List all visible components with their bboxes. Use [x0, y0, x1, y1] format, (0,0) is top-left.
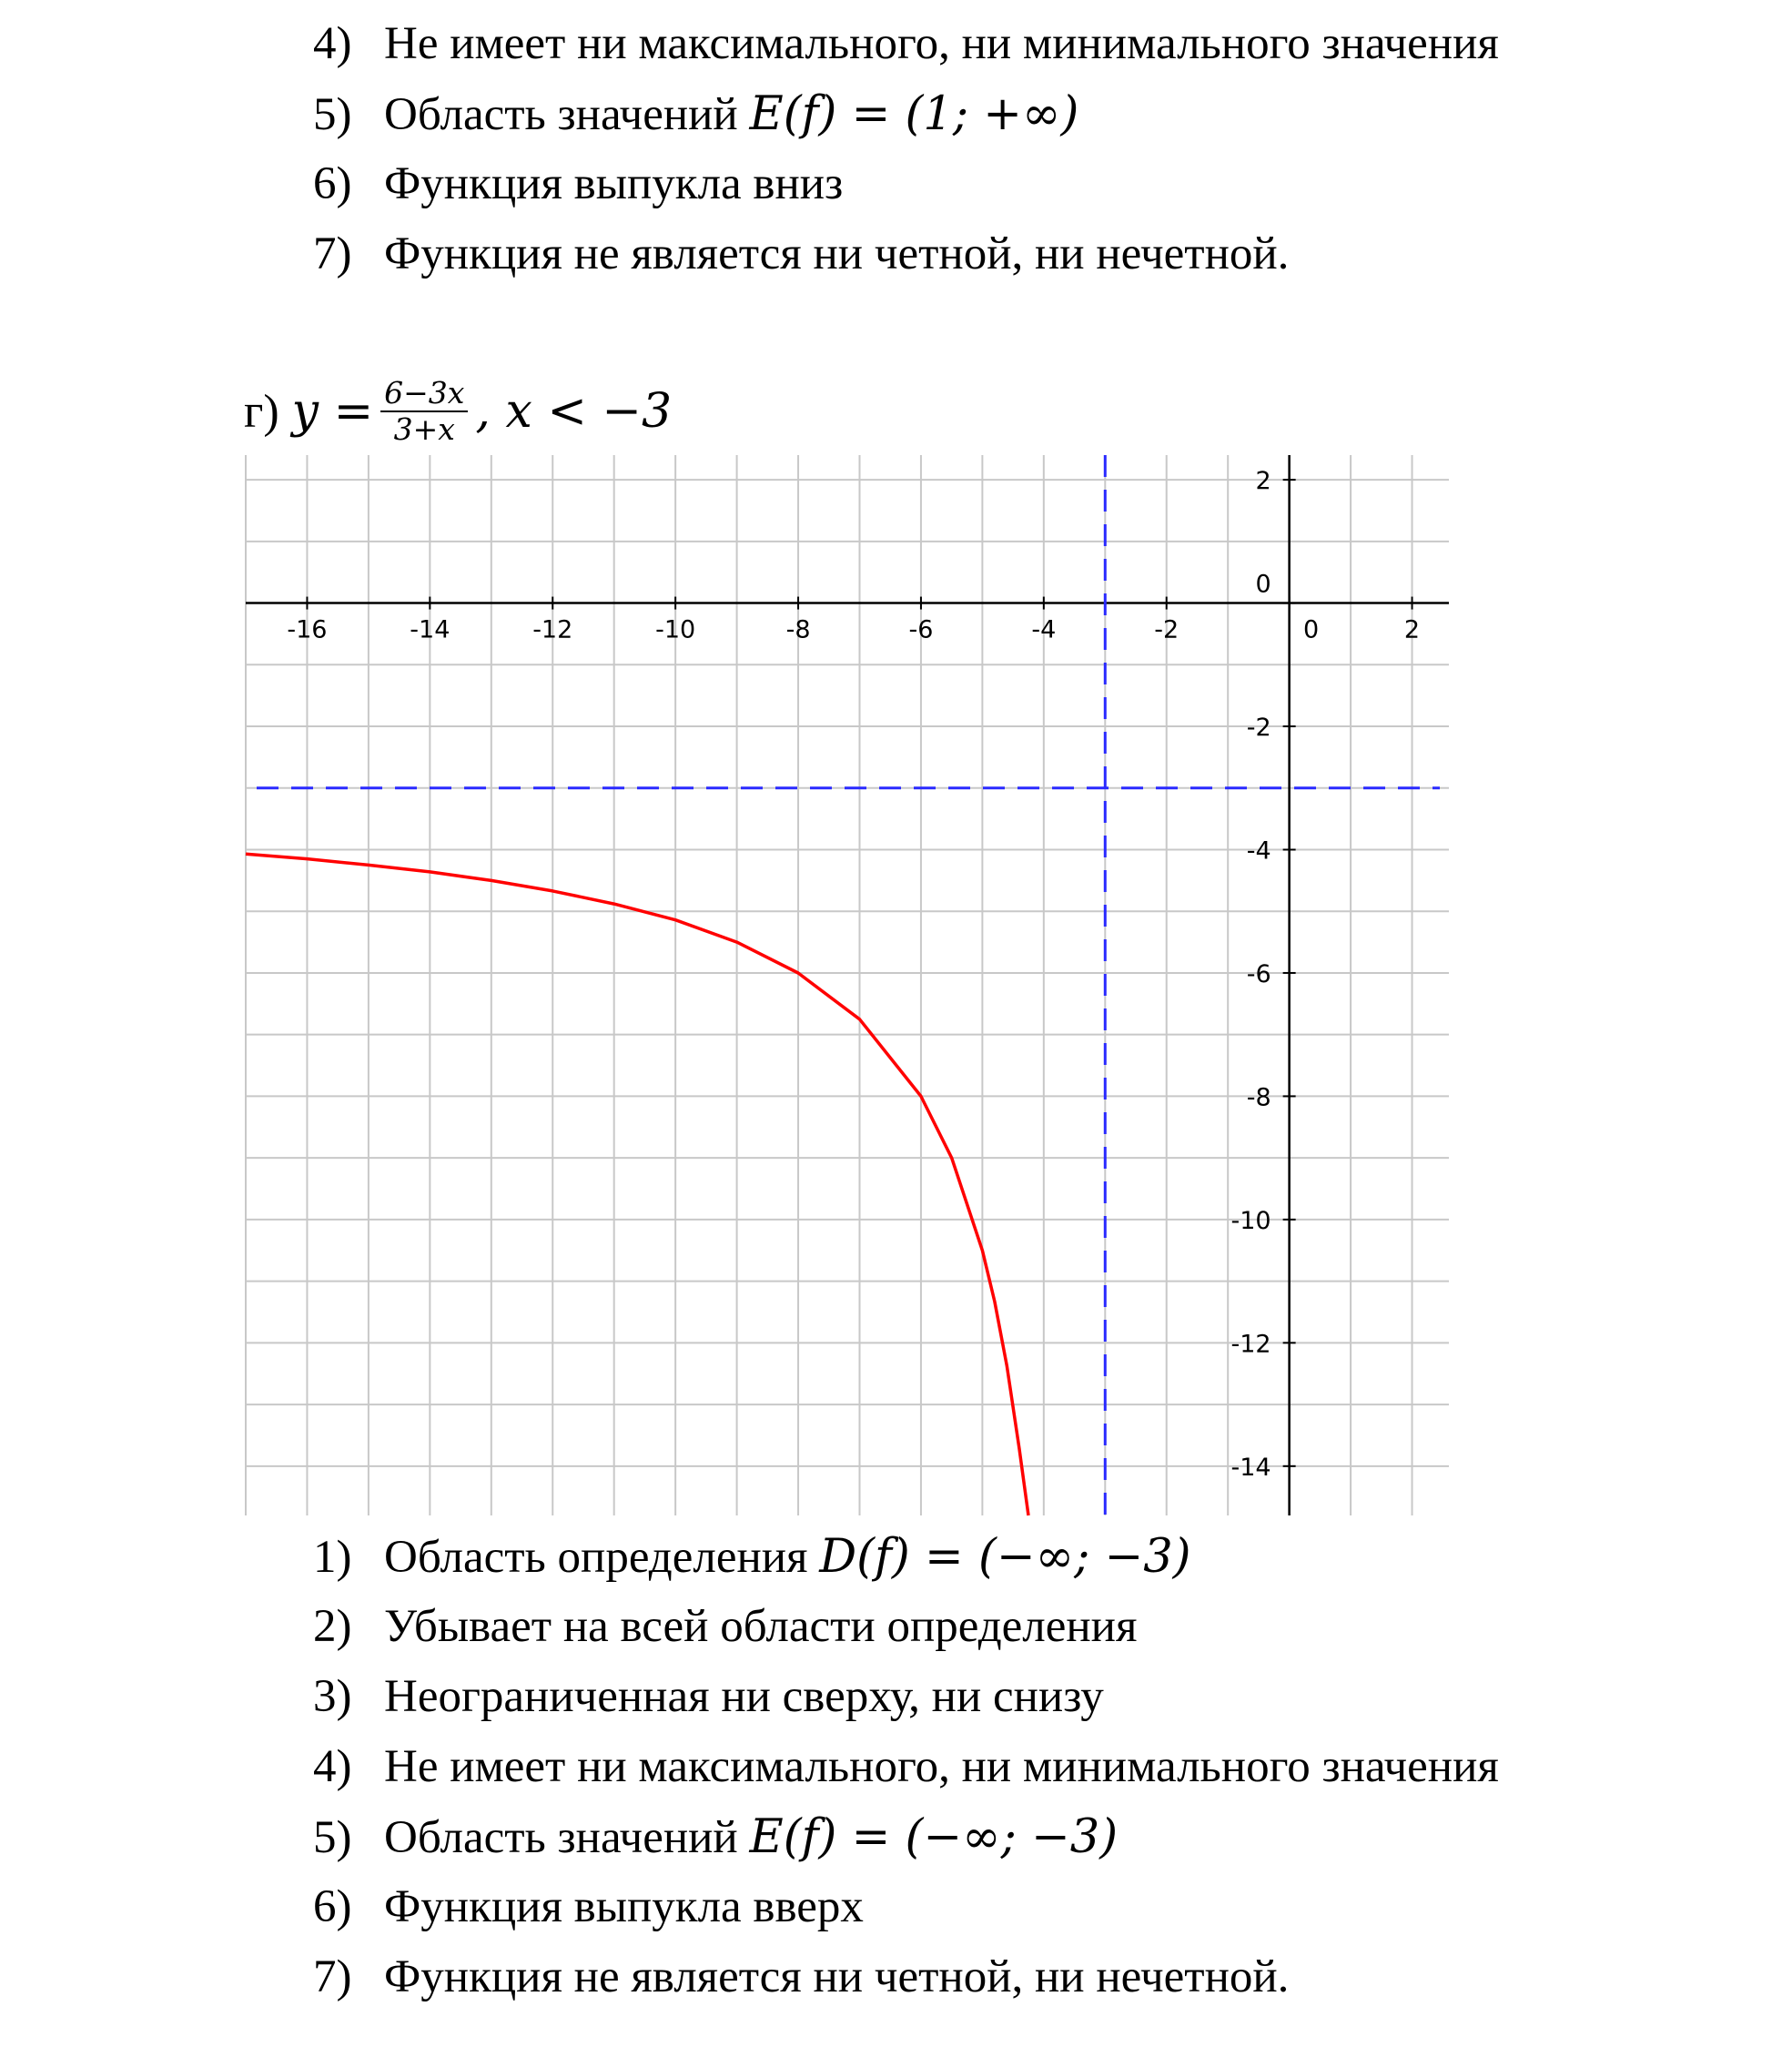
list-item [313, 1662, 1499, 1732]
item-text: Функция выпукла вверх [384, 1881, 864, 1932]
list-item [313, 1592, 1499, 1662]
curve-layer [246, 854, 1028, 1515]
item-formula: E(f) = (−∞; −3) [749, 1810, 1119, 1864]
formula-condition: , x < −3 [475, 384, 673, 439]
list-item [313, 1522, 1499, 1592]
y-tick-label: -12 [1230, 1330, 1271, 1359]
item-text: Не имеет ни максимального, ни минимального значения [384, 18, 1499, 69]
item-number: 6) [313, 158, 352, 209]
item-number: 1) [313, 1532, 352, 1583]
item-number: 3) [313, 1671, 352, 1722]
tick-labels [287, 467, 1420, 1482]
item-number: 4) [313, 18, 352, 69]
item-number: 5) [313, 89, 352, 140]
item-text: Функция выпукла вниз [384, 158, 844, 209]
fraction-numerator: 6−3x [380, 376, 468, 412]
function-curve [246, 854, 1028, 1515]
x-tick-label: 0 [1303, 615, 1320, 644]
x-tick-label: -16 [287, 615, 328, 644]
item-number: 7) [313, 1951, 352, 2002]
y-tick-label: -6 [1246, 959, 1271, 988]
x-tick-label: -4 [1031, 615, 1057, 644]
item-number: 4) [313, 1741, 352, 1792]
x-tick-label: -12 [532, 615, 573, 644]
item-number: 5) [313, 1812, 352, 1863]
y-tick-label: -10 [1230, 1206, 1271, 1235]
item-number: 2) [313, 1601, 352, 1652]
fraction-denominator: 3+x [393, 411, 455, 447]
item-text: Неограниченная ни сверху, ни снизу [384, 1671, 1104, 1722]
y-tick-label: 2 [1255, 467, 1271, 496]
list-item [313, 1802, 1499, 1872]
y-tick-label: -8 [1246, 1083, 1271, 1112]
x-tick-label: 2 [1403, 615, 1421, 644]
item-text: Область определения [384, 1532, 820, 1583]
list-item [313, 1872, 1499, 1942]
x-tick-label: -6 [908, 615, 934, 644]
properties-list-bottom [313, 1522, 1499, 2012]
item-text: Область значений [384, 1812, 750, 1863]
x-tick-label: -8 [785, 615, 811, 644]
item-formula: D(f) = (−∞; −3) [819, 1530, 1191, 1584]
item-number: 6) [313, 1881, 352, 1932]
y-tick-label: -14 [1230, 1453, 1271, 1482]
y-tick-label: -4 [1246, 836, 1271, 866]
item-text: Функция не является ни четной, ни нечетной. [384, 1951, 1290, 2002]
item-text: Область значений [384, 89, 750, 140]
item-text: Убывает на всей области определения [384, 1601, 1138, 1652]
list-item [313, 1942, 1499, 2012]
part-label: г) [244, 385, 279, 438]
y-tick-label: -2 [1246, 714, 1271, 743]
x-tick-label: -10 [655, 615, 696, 644]
y-tick-label: 0 [1255, 570, 1271, 599]
item-text: Функция не является ни четной, ни нечетной. [384, 228, 1290, 279]
item-text: Не имеет ни максимального, ни минимального значения [384, 1741, 1499, 1792]
x-tick-label: -2 [1154, 615, 1179, 644]
formula-lhs: y = [291, 384, 374, 439]
item-number: 7) [313, 228, 352, 279]
list-item [313, 1732, 1499, 1802]
x-tick-label: -14 [410, 615, 451, 644]
item-formula: E(f) = (1; +∞) [749, 87, 1079, 141]
